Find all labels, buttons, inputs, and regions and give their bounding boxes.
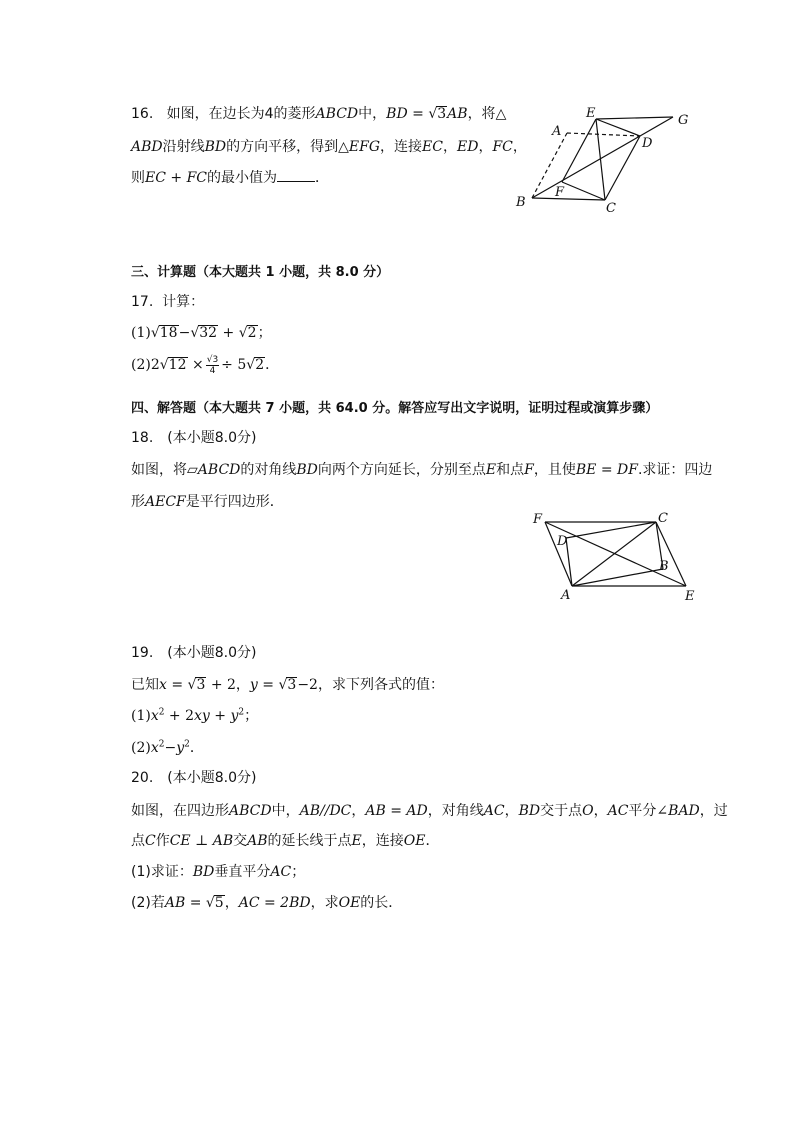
q16-line1: 16. 如图，在边长为4的菱形ABCD中，BD = √3AB，将△: [131, 106, 507, 122]
label-F: F: [533, 512, 543, 527]
label-F: F: [555, 185, 565, 200]
label-D: D: [642, 136, 653, 151]
label-B: B: [516, 195, 526, 210]
label-E: E: [586, 106, 596, 121]
label-G: G: [678, 113, 689, 128]
label-E: E: [685, 589, 695, 604]
q17-part2: (2)2√12 × $\frac{√3}{4}$ ÷ 5√2．: [131, 354, 280, 376]
label-B: B: [659, 559, 669, 574]
fraction: $\frac{√3}{4}$: [206, 354, 219, 376]
label-C: C: [606, 201, 616, 215]
section-4-heading: 四、解答题（本大题共 7 小题，共 64.0 分。解答应写出文字说明，证明过程或演算步骤）: [131, 401, 659, 416]
q20-line1: 如图，在四边形ABCD中，AB//DC，AB = AD，对角线AC，BD交于点O，AC平分∠BAD，过: [131, 803, 728, 819]
label-A: A: [561, 588, 571, 603]
q20-part1: (1)求证：BD垂直平分AC；: [131, 864, 306, 880]
q18-line2: 形AECF是平行四边形．: [131, 494, 284, 510]
answer-blank: [277, 169, 315, 182]
q17-title: 17. 计算：: [131, 294, 205, 310]
q18-line1: 如图，将▱ABCD的对角线BD向两个方向延长，分别至点E和点F，且使BE = DF.求证：四边: [131, 462, 713, 478]
label-D: D: [557, 534, 568, 549]
q19-heading: 19. (本小题8.0分): [131, 645, 257, 661]
q19-part2: $(2)x^2-y^2$．: [131, 739, 204, 756]
q16-line2: ABD沿射线BD的方向平移，得到△EFG，连接EC，ED，FC，: [131, 139, 527, 155]
q16-line3: 则EC + FC的最小值为 ．: [131, 170, 329, 186]
q18-figure: [528, 506, 703, 606]
label-C: C: [658, 511, 668, 526]
q18-heading: 18. (本小题8.0分): [131, 430, 257, 446]
section-3-heading: 三、计算题（本大题共 1 小题，共 8.0 分）: [131, 265, 390, 280]
q20-line2: 点C作CE ⊥ AB交AB的延长线于点E，连接OE．: [131, 833, 440, 849]
q19-part1: $(1)x^2 + 2xy + y^2$；: [131, 707, 259, 724]
q20-part2: (2)若AB = √5，AC = 2BD，求OE的长．: [131, 895, 403, 911]
q16-figure: [508, 100, 708, 215]
label-A: A: [552, 124, 562, 139]
q20-heading: 20. (本小题8.0分): [131, 770, 257, 786]
q17-part1: (1)√18−√32 + √2；: [131, 325, 272, 341]
q19-line1: 已知x = √3 + 2，y = √3−2，求下列各式的值：: [131, 677, 444, 693]
